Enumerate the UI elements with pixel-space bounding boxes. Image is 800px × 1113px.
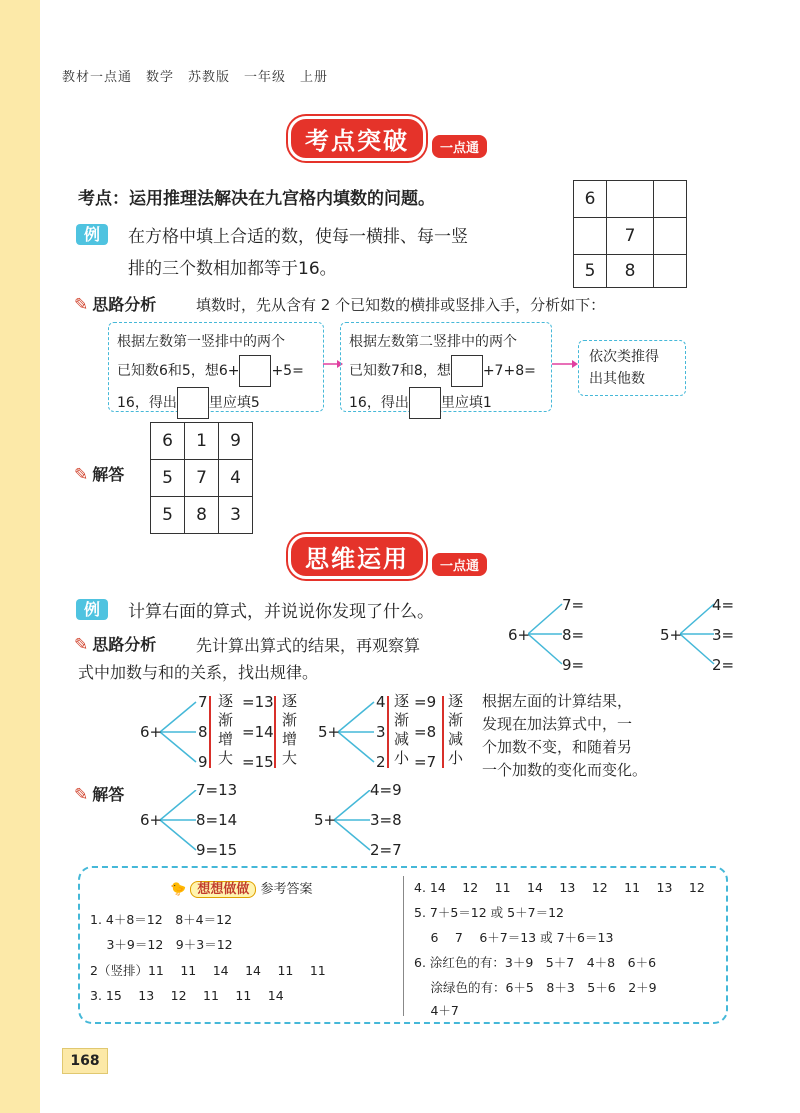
conclusion-line: 个加数不变，和随着另 [482, 738, 633, 756]
puzzle-cell: 8 [607, 255, 654, 288]
answer-heading-2 [74, 782, 124, 805]
box-text: 16，得出 [117, 395, 177, 411]
trend-arrow [209, 696, 211, 768]
answer-line: 4＋7 [414, 1003, 459, 1018]
puzzle-cell: 7 [607, 218, 654, 255]
addend: 2 [376, 753, 386, 771]
tree-lines [338, 700, 378, 764]
addend: 7 [198, 693, 208, 711]
puzzle-cell: 6 [574, 181, 607, 218]
box-text: 里应填1 [440, 395, 492, 411]
analysis-line-2: 式中加数与和的关系，找出规律。 [78, 663, 319, 682]
tree-root: 5+ [318, 723, 341, 741]
answer-cell: 5 [151, 460, 185, 497]
tree-branch: 7= [562, 596, 585, 614]
answer-line: 6. 涂红色的有：3＋9 5＋7 4＋8 6＋6 [414, 955, 657, 970]
trend-note: 逐渐减小 [448, 692, 464, 767]
example-tag-label: 例 [76, 224, 108, 245]
blank-square [177, 387, 209, 419]
banner-subtitle: 一点通 [432, 553, 487, 576]
banner-subtitle: 一点通 [432, 135, 487, 158]
box-text: 里应填5 [208, 395, 260, 411]
box-text: 已知数6和5，想6+ [117, 363, 240, 379]
answer-key-box [78, 866, 728, 1024]
tree-branch: 2= [712, 656, 735, 674]
sum: =14 [242, 723, 274, 741]
tree-branch: 3= [712, 626, 735, 644]
tree-branch: 8=14 [196, 811, 238, 829]
sum: =7 [414, 753, 437, 771]
box-text: 根据左数第二竖排中的两个 [349, 334, 517, 350]
tree-root: 6+ [508, 626, 531, 644]
pencil-icon: ✎ [74, 295, 89, 315]
addend: 8 [198, 723, 208, 741]
box-text: 16，得出 [349, 395, 409, 411]
blank-square [451, 355, 483, 387]
puzzle-cell [654, 181, 687, 218]
analysis-line-1: 先计算出算式的结果，再观察算 [196, 636, 421, 655]
answer-line: 6 7 6＋7＝13 或 7＋6＝13 [414, 930, 614, 945]
tree-branch: 7=13 [196, 781, 238, 799]
tree-lines [334, 790, 374, 854]
answer-line: 1. 4＋8＝12 8＋4＝12 [90, 912, 233, 927]
trend-arrow [387, 696, 389, 768]
section-banner-siwei [288, 536, 487, 576]
trend-note: 逐渐减小 [394, 692, 410, 767]
answer-line: 涂绿色的有：6＋5 8＋3 5＋6 2＋9 [414, 980, 657, 995]
example-tag-label: 例 [76, 599, 108, 620]
answer-key-suffix: 参考答案 [260, 882, 313, 897]
blank-square [409, 387, 441, 419]
answer-label: 解答 [92, 785, 125, 804]
puzzle-cell [607, 181, 654, 218]
analysis-heading-2 [74, 632, 156, 655]
analysis-label: 思路分析 [92, 295, 157, 314]
answer-line: 3. 15 13 12 11 11 14 [90, 988, 284, 1003]
running-header: 教材一点通 数学 苏教版 一年级 上册 [62, 70, 329, 85]
bird-icon: 🐤 [170, 882, 187, 897]
answer-cell: 6 [151, 423, 185, 460]
sum: =15 [242, 753, 274, 771]
conclusion-line: 发现在加法算式中，一 [482, 715, 633, 733]
example-text-2: 计算右面的算式，并说说你发现了什么。 [128, 602, 434, 622]
addend: 9 [198, 753, 208, 771]
trend-note: 逐渐增大 [218, 692, 234, 767]
tree-branch: 9= [562, 656, 585, 674]
conclusion-line: 一个加数的变化而变化。 [482, 761, 648, 779]
tree-root: 6+ [140, 811, 163, 829]
answer-grid [150, 422, 253, 534]
analysis-text: 填数时，先从含有 2 个已知数的横排或竖排入手，分析如下： [196, 296, 606, 314]
tree-root: 5+ [660, 626, 683, 644]
tree-branch: 4= [712, 596, 735, 614]
page-number: 168 [62, 1048, 108, 1074]
divider [403, 876, 404, 1016]
reasoning-box-1 [108, 322, 324, 412]
section-banner-kaodian [288, 118, 487, 158]
tree-lines [160, 790, 200, 854]
puzzle-cell: 5 [574, 255, 607, 288]
example-tag [76, 222, 108, 245]
puzzle-cell [654, 218, 687, 255]
blank-square [239, 355, 271, 387]
box-text: +7+8= [482, 363, 536, 379]
answer-cell: 5 [151, 497, 185, 534]
box-text: 已知数7和8，想 [349, 363, 451, 379]
answer-line: 5. 7＋5＝12 或 5＋7＝12 [414, 905, 564, 920]
puzzle-cell [654, 255, 687, 288]
tree-root: 6+ [140, 723, 163, 741]
puzzle-grid [573, 180, 687, 288]
kaodian-statement: 考点：运用推理法解决在九宫格内填数的问题。 [78, 189, 435, 209]
addend: 4 [376, 693, 386, 711]
sum: =9 [414, 693, 437, 711]
puzzle-cell [574, 218, 607, 255]
answer-key-label: 想想做做 [190, 881, 256, 898]
reasoning-box-2 [340, 322, 552, 412]
tree-branch: 4=9 [370, 781, 402, 799]
example-tag-2 [76, 597, 108, 620]
trend-note: 逐渐增大 [282, 692, 298, 767]
answer-line: 3＋9＝12 9＋3＝12 [90, 937, 233, 952]
answer-line: 2（竖排）11 11 14 14 11 11 [90, 963, 326, 978]
example-line-1: 在方格中填上合适的数，使每一横排、每一竖 [128, 227, 468, 247]
answer-heading [74, 462, 124, 485]
pencil-icon: ✎ [74, 785, 89, 805]
tree-branch: 2=7 [370, 841, 402, 859]
tree-root: 5+ [314, 811, 337, 829]
tree-branch: 9=15 [196, 841, 238, 859]
tree-branch: 3=8 [370, 811, 402, 829]
answer-label: 解答 [92, 465, 125, 484]
answer-cell: 9 [219, 423, 253, 460]
box-text: 根据左数第一竖排中的两个 [117, 334, 285, 350]
box-text: 出其他数 [589, 371, 645, 387]
trend-arrow [274, 696, 276, 768]
answer-line: 4. 14 12 11 14 13 12 11 13 12 [414, 880, 705, 895]
banner-title: 考点突破 [288, 116, 426, 161]
pencil-icon: ✎ [74, 465, 89, 485]
answer-cell: 3 [219, 497, 253, 534]
tree-branch: 8= [562, 626, 585, 644]
tree-lines [160, 700, 200, 764]
banner-title: 思维运用 [288, 534, 426, 579]
answer-key-title [170, 878, 313, 897]
answer-cell: 8 [185, 497, 219, 534]
arrow-icon [552, 358, 578, 370]
conclusion-text [482, 690, 647, 782]
answer-cell: 7 [185, 460, 219, 497]
pencil-icon: ✎ [74, 635, 89, 655]
answer-cell: 1 [185, 423, 219, 460]
trend-arrow [442, 696, 444, 768]
box-text: 依次类推得 [589, 349, 659, 365]
reasoning-box-3 [578, 340, 686, 396]
analysis-heading [74, 292, 156, 315]
sum: =8 [414, 723, 437, 741]
answer-cell: 4 [219, 460, 253, 497]
conclusion-line: 根据左面的计算结果， [482, 692, 633, 710]
sum: =13 [242, 693, 274, 711]
addend: 3 [376, 723, 386, 741]
box-text: +5= [271, 363, 304, 379]
example-line-2: 排的三个数相加都等于16。 [128, 259, 337, 279]
analysis-label: 思路分析 [92, 635, 157, 654]
